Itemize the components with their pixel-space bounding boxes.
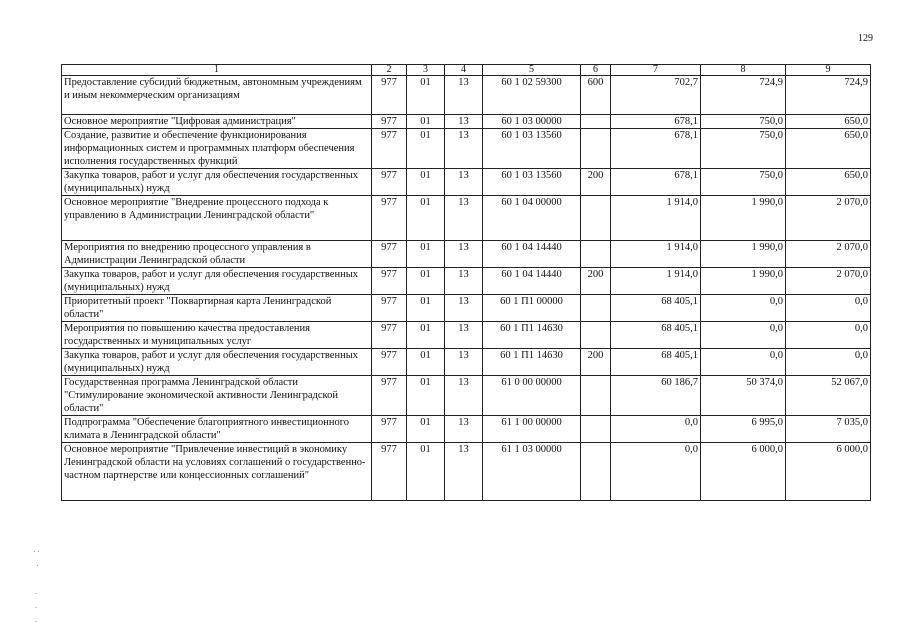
subsection-cell: 13 xyxy=(445,241,483,268)
amount-year2-cell: 750,0 xyxy=(701,129,786,169)
section-cell: 01 xyxy=(407,129,445,169)
amount-year3-cell: 0,0 xyxy=(786,295,871,322)
amount-year3-cell: 0,0 xyxy=(786,349,871,376)
amount-year1-cell: 678,1 xyxy=(611,115,701,129)
subsection-cell: 13 xyxy=(445,443,483,501)
amount-year3-cell: 2 070,0 xyxy=(786,268,871,295)
section-cell: 01 xyxy=(407,76,445,115)
expense-type-cell xyxy=(581,443,611,501)
amount-year1-cell: 0,0 xyxy=(611,416,701,443)
row-name-cell: Предоставление субсидий бюджетным, автономным учреждениям и иным некоммерческим организациям xyxy=(62,76,372,115)
table-row xyxy=(62,443,871,501)
section-cell: 01 xyxy=(407,268,445,295)
code-admin-cell: 977 xyxy=(372,115,407,129)
code-admin-cell: 977 xyxy=(372,76,407,115)
subsection-cell: 13 xyxy=(445,295,483,322)
code-admin-cell: 977 xyxy=(372,169,407,196)
amount-year2-cell: 50 374,0 xyxy=(701,376,786,416)
expense-type-cell xyxy=(581,376,611,416)
code-admin-cell: 977 xyxy=(372,322,407,349)
amount-year3-cell: 6 000,0 xyxy=(786,443,871,501)
section-cell: 01 xyxy=(407,416,445,443)
section-cell: 01 xyxy=(407,322,445,349)
table-row xyxy=(62,196,871,241)
amount-year3-cell: 2 070,0 xyxy=(786,241,871,268)
expense-type-cell: 200 xyxy=(581,169,611,196)
amount-year2-cell: 0,0 xyxy=(701,349,786,376)
column-header: 5 xyxy=(483,65,581,76)
expense-type-cell: 200 xyxy=(581,349,611,376)
section-cell: 01 xyxy=(407,241,445,268)
amount-year3-cell: 724,9 xyxy=(786,76,871,115)
target-article-cell: 60 1 03 00000 xyxy=(483,115,581,129)
subsection-cell: 13 xyxy=(445,349,483,376)
amount-year2-cell: 1 990,0 xyxy=(701,196,786,241)
amount-year3-cell: 7 035,0 xyxy=(786,416,871,443)
amount-year1-cell: 1 914,0 xyxy=(611,241,701,268)
expense-type-cell xyxy=(581,241,611,268)
scan-marks: · · · · · · xyxy=(33,548,40,626)
amount-year2-cell: 1 990,0 xyxy=(701,268,786,295)
row-name-cell: Закупка товаров, работ и услуг для обеспечения государственных (муниципальных) нужд xyxy=(62,349,372,376)
table-row xyxy=(62,129,871,169)
table-row xyxy=(62,295,871,322)
table-row xyxy=(62,115,871,129)
row-name-cell: Основное мероприятие "Внедрение процессного подхода к управлению в Администрации Ленинградской области" xyxy=(62,196,372,241)
code-admin-cell: 977 xyxy=(372,416,407,443)
amount-year3-cell: 650,0 xyxy=(786,115,871,129)
amount-year2-cell: 0,0 xyxy=(701,295,786,322)
expense-type-cell xyxy=(581,322,611,349)
amount-year3-cell: 2 070,0 xyxy=(786,196,871,241)
section-cell: 01 xyxy=(407,295,445,322)
target-article-cell: 61 0 00 00000 xyxy=(483,376,581,416)
amount-year3-cell: 0,0 xyxy=(786,322,871,349)
target-article-cell: 60 1 04 14440 xyxy=(483,241,581,268)
section-cell: 01 xyxy=(407,376,445,416)
row-name-cell: Государственная программа Ленинградской области "Стимулирование экономической активности Ленинградской области" xyxy=(62,376,372,416)
column-header: 3 xyxy=(407,65,445,76)
amount-year1-cell: 1 914,0 xyxy=(611,196,701,241)
column-header: 2 xyxy=(372,65,407,76)
amount-year1-cell: 678,1 xyxy=(611,169,701,196)
expense-type-cell xyxy=(581,115,611,129)
amount-year1-cell: 0,0 xyxy=(611,443,701,501)
amount-year1-cell: 68 405,1 xyxy=(611,295,701,322)
code-admin-cell: 977 xyxy=(372,295,407,322)
target-article-cell: 61 1 03 00000 xyxy=(483,443,581,501)
amount-year2-cell: 750,0 xyxy=(701,115,786,129)
expense-type-cell xyxy=(581,295,611,322)
table-row xyxy=(62,76,871,115)
code-admin-cell: 977 xyxy=(372,376,407,416)
subsection-cell: 13 xyxy=(445,416,483,443)
row-name-cell: Приоритетный проект "Поквартирная карта Ленинградской области" xyxy=(62,295,372,322)
header-row xyxy=(62,65,871,76)
code-admin-cell: 977 xyxy=(372,129,407,169)
target-article-cell: 61 1 00 00000 xyxy=(483,416,581,443)
subsection-cell: 13 xyxy=(445,322,483,349)
row-name-cell: Закупка товаров, работ и услуг для обеспечения государственных (муниципальных) нужд xyxy=(62,268,372,295)
code-admin-cell: 977 xyxy=(372,241,407,268)
row-name-cell: Закупка товаров, работ и услуг для обеспечения государственных (муниципальных) нужд xyxy=(62,169,372,196)
column-header: 7 xyxy=(611,65,701,76)
table-row xyxy=(62,349,871,376)
expense-type-cell xyxy=(581,129,611,169)
column-header: 6 xyxy=(581,65,611,76)
row-name-cell: Создание, развитие и обеспечение функционирования информационных систем и программных платформ обеспечения исполнения государственных функций xyxy=(62,129,372,169)
target-article-cell: 60 1 П1 00000 xyxy=(483,295,581,322)
amount-year3-cell: 650,0 xyxy=(786,129,871,169)
row-name-cell: Подпрограмма "Обеспечение благоприятного инвестиционного климата в Ленинградской области" xyxy=(62,416,372,443)
target-article-cell: 60 1 04 00000 xyxy=(483,196,581,241)
section-cell: 01 xyxy=(407,349,445,376)
subsection-cell: 13 xyxy=(445,196,483,241)
amount-year1-cell: 68 405,1 xyxy=(611,322,701,349)
budget-table xyxy=(61,64,871,501)
expense-type-cell xyxy=(581,196,611,241)
subsection-cell: 13 xyxy=(445,376,483,416)
expense-type-cell: 600 xyxy=(581,76,611,115)
amount-year2-cell: 6 995,0 xyxy=(701,416,786,443)
amount-year2-cell: 0,0 xyxy=(701,322,786,349)
target-article-cell: 60 1 03 13560 xyxy=(483,169,581,196)
code-admin-cell: 977 xyxy=(372,196,407,241)
amount-year2-cell: 750,0 xyxy=(701,169,786,196)
column-header: 9 xyxy=(786,65,871,76)
target-article-cell: 60 1 04 14440 xyxy=(483,268,581,295)
amount-year2-cell: 1 990,0 xyxy=(701,241,786,268)
table-row xyxy=(62,416,871,443)
amount-year3-cell: 52 067,0 xyxy=(786,376,871,416)
column-header: 8 xyxy=(701,65,786,76)
row-name-cell: Мероприятия по повышению качества предоставления государственных и муниципальных услуг xyxy=(62,322,372,349)
amount-year2-cell: 724,9 xyxy=(701,76,786,115)
table-row xyxy=(62,376,871,416)
row-name-cell: Основное мероприятие "Привлечение инвестиций в экономику Ленинградской области на условиях соглашений о государственно-частном партнерстве или концессионных соглашений" xyxy=(62,443,372,501)
subsection-cell: 13 xyxy=(445,268,483,295)
table-row xyxy=(62,268,871,295)
target-article-cell: 60 1 03 13560 xyxy=(483,129,581,169)
row-name-cell: Мероприятия по внедрению процессного управления в Администрации Ленинградской области xyxy=(62,241,372,268)
target-article-cell: 60 1 02 59300 xyxy=(483,76,581,115)
subsection-cell: 13 xyxy=(445,115,483,129)
amount-year1-cell: 68 405,1 xyxy=(611,349,701,376)
subsection-cell: 13 xyxy=(445,76,483,115)
amount-year1-cell: 60 186,7 xyxy=(611,376,701,416)
code-admin-cell: 977 xyxy=(372,268,407,295)
row-name-cell: Основное мероприятие "Цифровая администрация" xyxy=(62,115,372,129)
amount-year3-cell: 650,0 xyxy=(786,169,871,196)
amount-year1-cell: 1 914,0 xyxy=(611,268,701,295)
amount-year1-cell: 702,7 xyxy=(611,76,701,115)
target-article-cell: 60 1 П1 14630 xyxy=(483,349,581,376)
expense-type-cell xyxy=(581,416,611,443)
column-header: 1 xyxy=(62,65,372,76)
amount-year2-cell: 6 000,0 xyxy=(701,443,786,501)
table-row xyxy=(62,322,871,349)
amount-year1-cell: 678,1 xyxy=(611,129,701,169)
column-header: 4 xyxy=(445,65,483,76)
section-cell: 01 xyxy=(407,115,445,129)
section-cell: 01 xyxy=(407,443,445,501)
code-admin-cell: 977 xyxy=(372,349,407,376)
table-row xyxy=(62,169,871,196)
section-cell: 01 xyxy=(407,169,445,196)
target-article-cell: 60 1 П1 14630 xyxy=(483,322,581,349)
code-admin-cell: 977 xyxy=(372,443,407,501)
expense-type-cell: 200 xyxy=(581,268,611,295)
section-cell: 01 xyxy=(407,196,445,241)
subsection-cell: 13 xyxy=(445,129,483,169)
table-row xyxy=(62,241,871,268)
page-number: 129 xyxy=(858,33,873,44)
subsection-cell: 13 xyxy=(445,169,483,196)
